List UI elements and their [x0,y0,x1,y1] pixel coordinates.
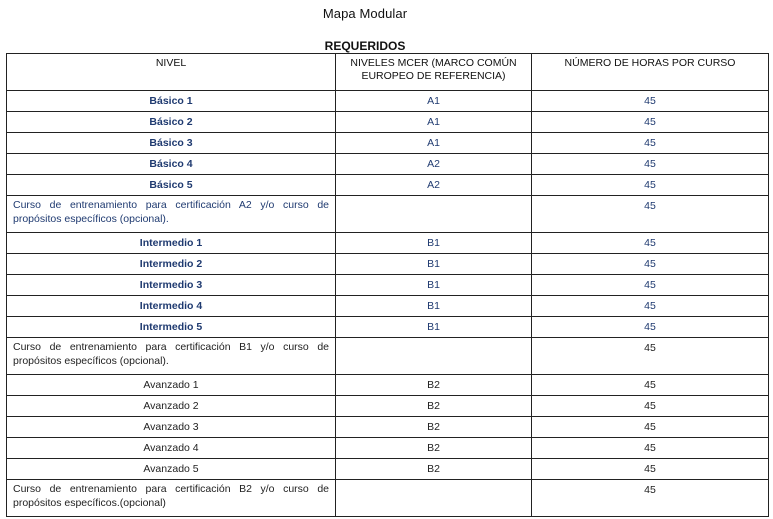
cell-mcer: A1 [336,133,532,154]
cell-nivel: Básico 5 [7,175,336,196]
cell-horas: 45 [532,112,769,133]
table-row [7,480,769,517]
cell-mcer: B2 [336,396,532,417]
cell-nivel: Básico 1 [7,91,336,112]
cell-mcer: B2 [336,375,532,396]
cell-mcer: A2 [336,154,532,175]
cell-horas: 45 [532,296,769,317]
cell-mcer: B1 [336,233,532,254]
cell-mcer: A1 [336,112,532,133]
table-row [7,196,769,233]
cell-nivel: Avanzado 1 [7,375,336,396]
cell-mcer: B1 [336,254,532,275]
cell-nivel: Avanzado 2 [7,396,336,417]
cell-horas: 45 [532,175,769,196]
table-row [7,338,769,375]
header-nivel: NIVEL [7,54,336,91]
table-row [7,233,769,254]
cell-nivel: Intermedio 4 [7,296,336,317]
cell-horas: 45 [532,375,769,396]
cell-nivel: Avanzado 4 [7,438,336,459]
cell-horas: 45 [532,154,769,175]
cell-mcer: A2 [336,175,532,196]
table-header-row [7,54,769,91]
table-row [7,396,769,417]
cell-horas: 45 [532,459,769,480]
cell-nivel: Avanzado 5 [7,459,336,480]
cell-horas: 45 [532,338,769,375]
table-row [7,375,769,396]
cell-mcer: B2 [336,438,532,459]
cell-mcer: B2 [336,459,532,480]
cell-nivel: Intermedio 2 [7,254,336,275]
cell-mcer [336,338,532,375]
modular-map-table [6,53,769,517]
cell-nivel: Avanzado 3 [7,417,336,438]
cell-horas: 45 [532,317,769,338]
cell-horas: 45 [532,417,769,438]
section-subtitle: REQUERIDOS [324,39,406,53]
table-row [7,317,769,338]
table-row [7,296,769,317]
cell-horas: 45 [532,254,769,275]
cell-nivel: Intermedio 3 [7,275,336,296]
cell-horas: 45 [532,438,769,459]
table-row [7,112,769,133]
document-title: Mapa Modular [322,6,408,21]
cell-mcer: B2 [336,417,532,438]
cell-nivel: Básico 4 [7,154,336,175]
cell-mcer: B1 [336,317,532,338]
cell-nivel: Curso de entrenamiento para certificación A2 y/o curso de propósitos específicos (opcional). [7,196,336,233]
cell-nivel: Intermedio 1 [7,233,336,254]
cell-horas: 45 [532,480,769,517]
table-row [7,175,769,196]
table-row [7,91,769,112]
cell-horas: 45 [532,233,769,254]
cell-nivel: Intermedio 5 [7,317,336,338]
cell-horas: 45 [532,275,769,296]
cell-mcer [336,480,532,517]
table-row [7,254,769,275]
cell-mcer: B1 [336,275,532,296]
table-row [7,275,769,296]
table-row [7,459,769,480]
cell-horas: 45 [532,91,769,112]
cell-nivel: Curso de entrenamiento para certificación B1 y/o curso de propósitos específicos (opcional). [7,338,336,375]
cell-mcer [336,196,532,233]
table-row [7,417,769,438]
table-row [7,154,769,175]
cell-nivel: Básico 3 [7,133,336,154]
cell-mcer: B1 [336,296,532,317]
cell-horas: 45 [532,196,769,233]
cell-nivel: Básico 2 [7,112,336,133]
cell-mcer: A1 [336,91,532,112]
header-mcer: NIVELES MCER (MARCO COMÚN EUROPEO DE REFERENCIA) [336,54,532,91]
cell-nivel: Curso de entrenamiento para certificación B2 y/o curso de propósitos específicos.(opcional) [7,480,336,517]
table-row [7,133,769,154]
header-horas: NÚMERO DE HORAS POR CURSO [532,54,769,91]
cell-horas: 45 [532,396,769,417]
table-row [7,438,769,459]
cell-horas: 45 [532,133,769,154]
